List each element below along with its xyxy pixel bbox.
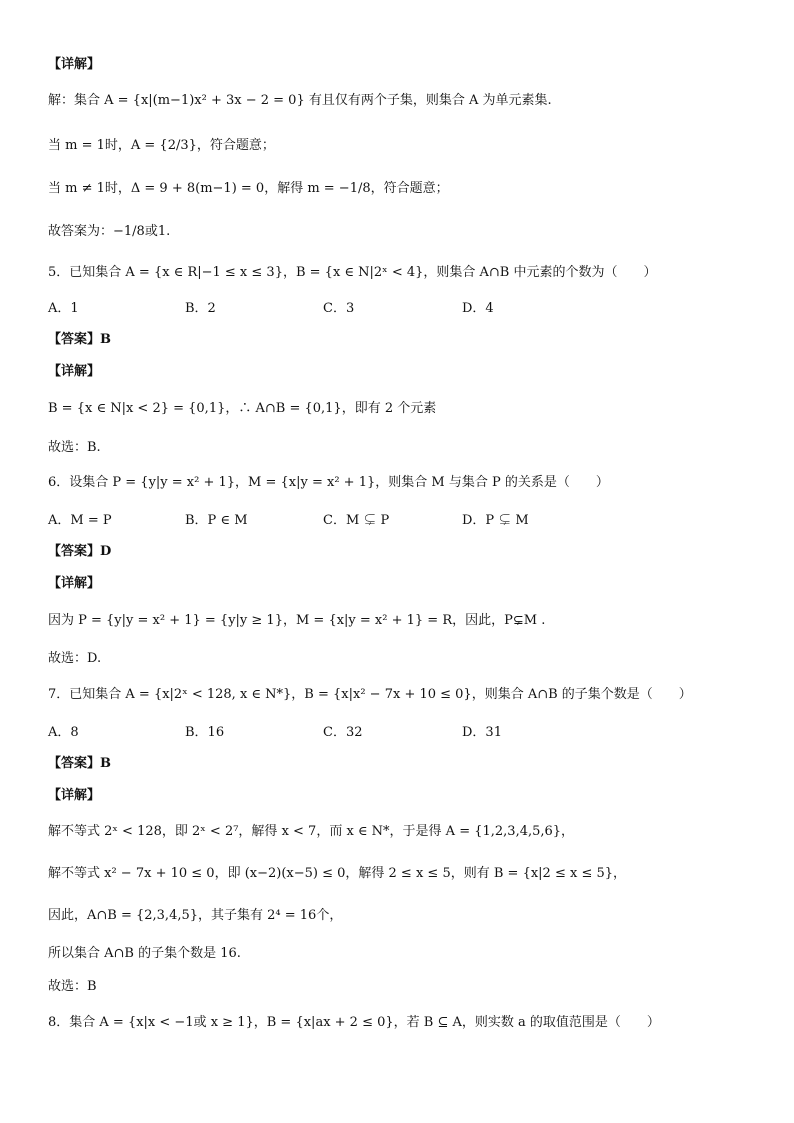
explanation-text: 当 m = 1时，A = {2/3}，符合题意；	[48, 138, 275, 153]
option-a: A．1	[48, 301, 79, 316]
explanation-text: 所以集合 A∩B 的子集个数是 16.	[48, 946, 241, 961]
choice-conclusion: 故选：B.	[48, 440, 101, 455]
explanation-heading: 【详解】	[48, 364, 101, 379]
explanation-heading: 【详解】	[48, 57, 101, 72]
answer-label: 【答案】B	[48, 756, 111, 771]
answer-label: 【答案】D	[48, 544, 112, 559]
option-d: D．31	[462, 725, 502, 740]
answer-summary: 故答案为：−1/8或1.	[48, 224, 171, 239]
explanation-text: B = {x ∈ N|x < 2} = {0,1}，∴ A∩B = {0,1}，即有 2 个元素	[48, 401, 437, 416]
explanation-text: 解不等式 2ˣ < 128，即 2ˣ < 2⁷，解得 x < 7，而 x ∈ N*，于是得 A = {1,2,3,4,5,6}，	[48, 824, 575, 839]
option-b: B．2	[185, 301, 216, 316]
question-6: 6．设集合 P = {y|y = x² + 1}，M = {x|y = x² + 1}，则集合 M 与集合 P 的关系是（ ）	[48, 475, 609, 490]
option-c: C．3	[323, 301, 355, 316]
question-7: 7．已知集合 A = {x|2ˣ < 128, x ∈ N*}，B = {x|x² − 7x + 10 ≤ 0}，则集合 A∩B 的子集个数是（ ）	[48, 687, 692, 702]
option-a: A．8	[48, 725, 79, 740]
explanation-text: 解不等式 x² − 7x + 10 ≤ 0，即 (x−2)(x−5) ≤ 0，解得 2 ≤ x ≤ 5，则有 B = {x|2 ≤ x ≤ 5}，	[48, 866, 627, 881]
explanation-text: 因为 P = {y|y = x² + 1} = {y|y ≥ 1}，M = {x|y = x² + 1} = R，因此，P⊊M .	[48, 613, 546, 628]
explanation-heading: 【详解】	[48, 576, 101, 591]
option-d: D．P ⊊ M	[462, 513, 529, 528]
option-a: A．M = P	[48, 513, 112, 528]
explanation-text: 当 m ≠ 1时，Δ = 9 + 8(m−1) = 0，解得 m = −1/8，符合题意；	[48, 181, 449, 196]
option-c: C．32	[323, 725, 363, 740]
explanation-heading: 【详解】	[48, 788, 101, 803]
option-c: C．M ⊊ P	[323, 513, 390, 528]
option-b: B．P ∈ M	[185, 513, 248, 528]
choice-conclusion: 故选：B	[48, 979, 97, 994]
option-d: D．4	[462, 301, 494, 316]
choice-conclusion: 故选：D.	[48, 651, 102, 666]
explanation-text: 解：集合 A = {x|(m−1)x² + 3x − 2 = 0} 有且仅有两个子集，则集合 A 为单元素集.	[48, 93, 552, 108]
option-b: B．16	[185, 725, 225, 740]
question-8: 8．集合 A = {x|x < −1或 x ≥ 1}，B = {x|ax + 2 ≤ 0}，若 B ⊆ A，则实数 a 的取值范围是（ ）	[48, 1015, 660, 1030]
answer-label: 【答案】B	[48, 332, 111, 347]
explanation-text: 因此，A∩B = {2,3,4,5}，其子集有 2⁴ = 16个，	[48, 908, 343, 923]
question-5: 5．已知集合 A = {x ∈ R|−1 ≤ x ≤ 3}，B = {x ∈ N|2ˣ < 4}，则集合 A∩B 中元素的个数为（ ）	[48, 265, 657, 280]
